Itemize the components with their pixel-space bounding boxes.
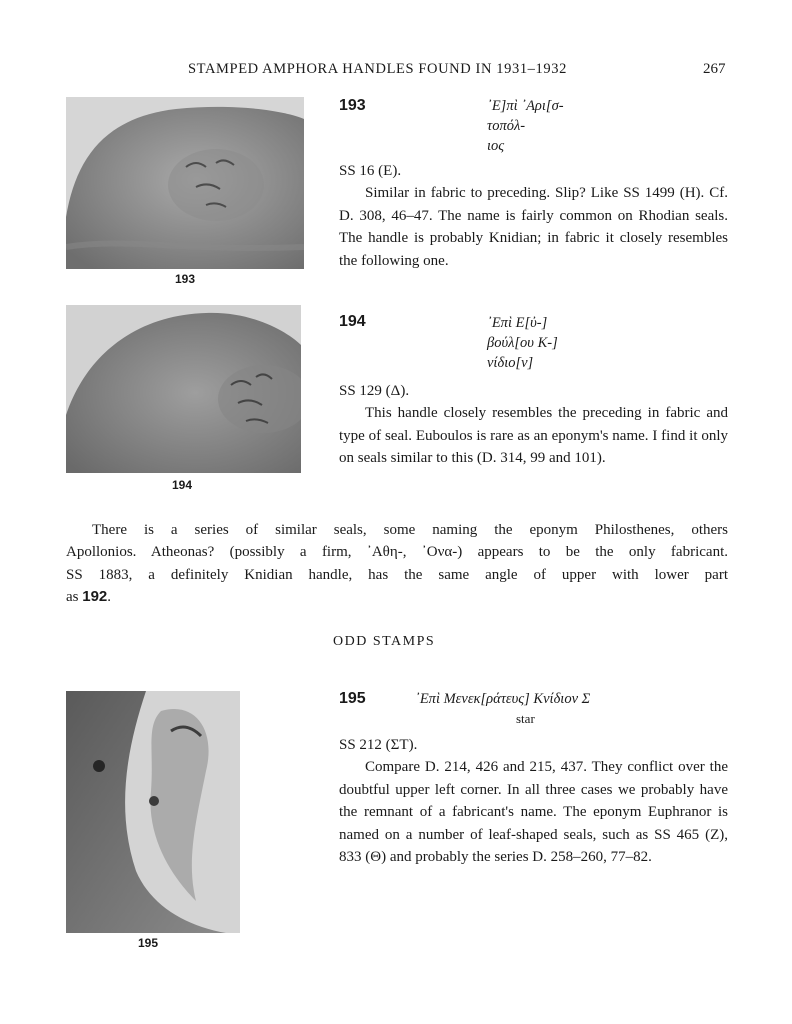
entry-text-195: [339, 734, 728, 868]
entry-text-193: [339, 160, 728, 272]
entry-reference-192: 192: [82, 588, 108, 606]
greek-line: ᾿Ε]πὶ ᾿Αρι[σ-: [487, 98, 564, 114]
catalog-reference: SS 129 (Δ).: [339, 383, 410, 399]
greek-inscription-193: [487, 96, 564, 156]
greek-inscription-195: ᾿Επὶ Μενεκ[ράτευς] Κνίδιον Σ: [415, 691, 591, 707]
photo-stamp-195: [66, 691, 240, 933]
photo-caption-194: 194: [172, 478, 193, 492]
paragraph-line: Apollonios. Atheonas? (possibly a firm, ᾿Αθη-, ᾿Ονα-) appears to be the only fabricant.: [66, 544, 728, 561]
greek-line: βούλ[ου Κ-]: [487, 335, 558, 351]
entry-number-194: 194: [339, 313, 366, 330]
entry-number-193: 193: [339, 97, 366, 114]
text-fragment: .: [107, 589, 112, 606]
greek-line: ᾿Επὶ Ε[ὐ-]: [487, 315, 548, 331]
section-heading: ODD STAMPS: [333, 634, 436, 649]
star-note: star: [516, 711, 535, 726]
paragraph-line: [66, 586, 728, 608]
greek-line: τοπόλ-: [487, 118, 526, 134]
text-fragment: as: [66, 589, 79, 606]
photo-caption-195: 195: [138, 936, 159, 950]
paragraph-line: SS 1883, a definitely Knidian handle, has the same angle of upper with lower part: [66, 566, 728, 583]
catalog-reference: SS 212 (ΣΤ).: [339, 737, 418, 753]
photo-caption-193: 193: [175, 272, 196, 286]
description-paragraph: Similar in fabric to preceding. Slip? Like SS 1499 (Η). Cf. D. 308, 46–47. The name is fairly common on Rhodian seals. The handle is probably Knidian; in fabric it closely resembles the following one.: [339, 185, 728, 269]
description-paragraph: This handle closely resembles the preceding in fabric and type of seal. Euboulos is rare as an eponym's name. I find it only on seals similar to this (D. 314, 99 and 101).: [339, 405, 728, 467]
photo-stamp-193: [66, 97, 304, 269]
greek-inscription-194: [487, 313, 558, 373]
series-paragraph: [66, 519, 728, 609]
page-number: 267: [703, 61, 726, 77]
greek-line: νίδιο[ν]: [487, 355, 534, 371]
catalog-reference: SS 16 (Ε).: [339, 163, 402, 179]
entry-text-194: [339, 380, 728, 470]
running-title: STAMPED AMPHORA HANDLES FOUND IN 1931–1932: [188, 61, 567, 77]
description-paragraph: Compare D. 214, 426 and 215, 437. They conflict over the doubtful upper left corner. In all three cases we probably have the remnant of a fabricant's name. The eponym Euphranor is named on a number of leaf-shaped seals, such as SS 465 (Ζ), 833 (Θ) and probably the series D. 258–260, 77–82.: [339, 759, 728, 866]
photo-stamp-194: [66, 305, 301, 473]
entry-number-195: 195: [339, 690, 366, 707]
greek-line: ιος: [487, 138, 505, 154]
paragraph-line: There is a series of similar seals, some naming the eponym Philosthenes, others: [92, 522, 728, 538]
